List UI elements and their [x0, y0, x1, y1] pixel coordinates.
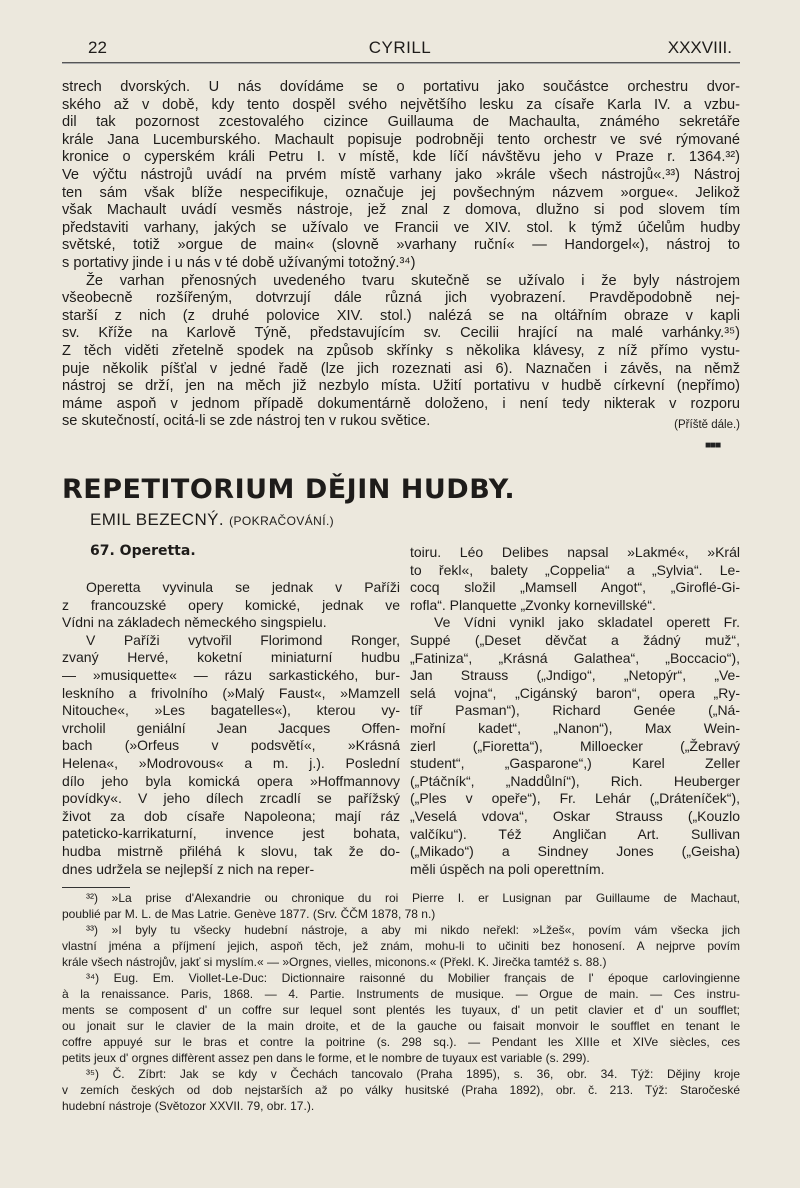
- text-line: toiru. Léo Delibes napsal »Lakmé«, »Král: [410, 544, 740, 560]
- paragraph: [62, 890, 740, 922]
- text-line: ského až v době, kdy tento dospěl svého největšího lesku za císaře Karla IV. a vzbu-: [62, 96, 740, 113]
- right-column: [410, 544, 740, 878]
- text-line: ³⁵) Č. Zíbrt: Jak se kdy v Čechách tancovalo (Praha 1895), s. 36, obr. 34. Týž: Dějiny kroje: [86, 1067, 740, 1081]
- paragraph: [62, 273, 740, 431]
- text-line: kronice o cyperském králi Petru I. v místě, kde líčí návštěvu jeho v Praze r. 1364.³²): [62, 149, 740, 166]
- text-line: Suppé („Deset děvčat a žádný muž“,: [410, 631, 740, 648]
- text-line: ou jonait sur le clavier de la main droite, et de la gauche ou faisait monvoir le soufflet en tenant le: [62, 1019, 740, 1033]
- footnotes: [62, 890, 740, 1114]
- text-line: ³⁴) Eug. Em. Viollet-Le-Duc: Dictionnaire raisonné du Mobilier français de l' époque carlovingienne: [86, 971, 740, 985]
- text-line: poublié par M. L. de Mas Latrie. Genève 1877. (Srv. ČČM 1878, 78 n.): [62, 907, 436, 921]
- text-line: ten sám však blíže nespecifikuje, označuje jej povšechným názvem »orgue«. Jelikož: [62, 184, 740, 201]
- text-line: máme aspoň v jednom případě dokumentárně doloženo, i není tedy nikterak v rozporu: [62, 395, 740, 412]
- text-line: ments se composent d' un coffre sur lequel sont plentés les tuyaux, d' un petit clavier et d' un soufflet;: [62, 1003, 740, 1017]
- section-title: REPETITORIUM DĚJIN HUDBY.: [62, 474, 516, 505]
- text-line: dil tak pozornost zcestovalého cizince Guillauma de Machaulta, známého sekretáře: [62, 114, 740, 131]
- text-line: „Veselá vdova“, Oskar Strauss („Kouzlo: [410, 807, 740, 824]
- text-line: sv. Kříže na Karlově Týně, představujícím sv. Cecilii hrající na malé varhánky.³⁵): [62, 325, 740, 342]
- text-line: ³³) »I byly tu všecky hudební nástroje, a aby mi nikdo neřekl: »Lžeš«, povím vám všecka jich: [86, 923, 740, 937]
- text-line: však Machault uvádí vesměs nástroje, jež znal z domova, dlužno si pod slovem tím: [62, 202, 740, 219]
- paragraph: [62, 970, 740, 1066]
- paragraph: [62, 579, 400, 632]
- text-line: student“, „Gasparone“,) Karel Zeller: [410, 755, 740, 772]
- text-line: starší z nich (z druhé polovice XIV. stol.) nalézá se na oltářním obraze v kapli: [62, 307, 740, 324]
- text-line: všeobecně rozšířeným, dotvrzují dále různá jich vyobrazení. Pravděpodobně nej-: [62, 290, 740, 307]
- text-line: zvaný Hervé, koketní miniaturní hudbu: [62, 649, 400, 666]
- text-line: představiti varhany, jakých se užívalo ve Francii ve XIV. stol. k týmž účelům hudby: [62, 219, 740, 236]
- paragraph: [410, 544, 740, 614]
- text-line: leskního a frivolního (»Malý Faust«, »Mamzell: [62, 684, 400, 701]
- text-line: („Ples v opeře“), Fr. Lehár („Dráteníček“),: [410, 790, 740, 807]
- journal-title: CYRILL: [368, 38, 432, 57]
- text-line: život za dob císaře Napoleona; mají ráz: [62, 807, 400, 824]
- author-note: (POKRAČOVÁNÍ.): [229, 514, 335, 528]
- left-column: [62, 579, 400, 878]
- article-body: [62, 79, 740, 431]
- text-line: se skutečností, ocitá-li se zde nástroj ten v rukou světice.: [62, 413, 431, 430]
- text-line: tíř Pasman“), Richard Genée („Ná-: [410, 702, 740, 719]
- paragraph: [62, 79, 740, 273]
- text-line: Z těch viděti zřetelně spodek na způsob skřínky s několika klávesy, z níž přímo vystu-: [62, 342, 740, 359]
- text-line: hudba mistrně přiléhá k slovu, tak že do-: [62, 842, 400, 859]
- section-author: [90, 510, 334, 530]
- text-line: („Mikado“) a Sindney Jones („Geisha): [410, 843, 740, 860]
- subheading: 67. Operetta.: [90, 543, 196, 559]
- text-line: Helena«, »Modrovous« a m. j.). Poslední: [62, 754, 400, 771]
- text-line: Ve Vídni vynikl jako skladatel operett Fr.: [434, 614, 740, 631]
- text-line: nástroj se drží, jen na měch již nezbylo místa. Užití portativu v hudbě církevní (nepřímo): [62, 378, 740, 395]
- text-line: („Ptáčník“, „Naddůlní“), Rich. Heuberger: [410, 772, 740, 789]
- text-line: Operetta vyvinula se jednak v Paříži: [86, 579, 400, 595]
- text-line: valčíku“). Též Angličan Art. Sullivan: [410, 825, 740, 842]
- text-line: krále Jana Lucemburského. Machault popisuje podrobněji tento orchestr ve své rýmované: [62, 131, 740, 148]
- text-line: pateticko-karrikaturní, invence jest bohata,: [62, 825, 400, 842]
- text-line: s portativy jinde i u nás v té době užívanými totožný.³⁴): [62, 254, 416, 271]
- text-line: Ve výčtu nástrojů uvádí na prvém místě varhany jako »krále všech nástrojů«.³³) Nástroj: [62, 166, 740, 183]
- text-line: V Paříži vytvořil Florimond Ronger,: [86, 631, 400, 648]
- text-line: strech dvorských. U nás dovídáme se o portativu jako součástce orchestru dvor-: [62, 79, 740, 95]
- footnote-separator: [62, 887, 130, 888]
- text-line: dílo jeho byla komická opera »Hoffmannovy: [62, 772, 400, 789]
- paragraph: [62, 1066, 740, 1114]
- text-line: mořní kadet“, „Nanon“), Max Wein-: [410, 719, 740, 736]
- continuation-note: (Příště dále.): [674, 418, 740, 431]
- text-line: vrcholil geniální Jean Jacques Offen-: [62, 719, 400, 736]
- paragraph: [62, 632, 400, 878]
- text-line: puje několik píšťal v jedné řadě (lze jich rozeznati asi 6). Naznačen i závěs, na němž: [62, 360, 740, 377]
- text-line: ³²) »La prise d'Alexandrie ou chronique du roi Pierre I. er Lusignan par Guillaume de Machaut,: [86, 891, 740, 905]
- text-line: selá vojna“, „Cigánský baron“, opera „Ry-: [410, 684, 740, 701]
- text-line: petits jeux d' orgnes diffèrent assez pen dans le forme, et le nombre de tuyaux est variable (s. 299).: [62, 1051, 590, 1065]
- section-ornament-icon: ■■■: [705, 440, 721, 451]
- text-line: hudební nástroje (Světozor XXVII. 79, obr. 17.).: [62, 1099, 315, 1113]
- text-line: povídky«. V jeho dílech zrcadlí se pařížský: [62, 790, 400, 807]
- text-line: Nitouche«, »Les bagatelles«), kterou vy-: [62, 702, 400, 719]
- text-line: rofla“. Planquette „Zvonky kornevillské“.: [410, 596, 656, 613]
- author-name: EMIL BEZECNÝ.: [90, 510, 224, 529]
- header-rule: [62, 62, 740, 64]
- text-line: bach (»Orfeus v podsvětí«, »Krásná: [62, 737, 400, 754]
- volume-number: XXXVIII.: [667, 38, 732, 57]
- text-line: Že varhan přenosných uvedeného tvaru skutečně se užívalo i že byly nástrojem: [86, 272, 740, 289]
- text-line: zierl („Fioretta“), Milloecker („Žebravý: [410, 737, 740, 754]
- text-line: vlastní jména a příjmení jejich, aspoň těch, jež znám, mohu-li to učiniti bez honosení. A nejprve povím: [62, 939, 740, 953]
- text-line: v zemích českých od dob nejstarších až po války husitské (Praha 1892), obr. č. 213. Týž: Staročeské: [62, 1083, 740, 1097]
- text-line: — »musiquette« — rázu sarkastického, bur-: [62, 666, 400, 683]
- text-line: „Fatiniza“, „Krásná Galathea“, „Boccacio“),: [410, 649, 740, 666]
- text-line: Vídni na základech německého singspielu.: [62, 614, 327, 631]
- text-line: à la renaissance. Paris, 1868. — 4. Partie. Instruments de musique. — Orgue de main. — Ces instru-: [62, 987, 740, 1001]
- text-line: z francouzské opery komické, jednak ve: [62, 596, 400, 613]
- text-line: to řekl«, balety „Coppelia“ a „Sylvia“. Le-: [410, 561, 740, 578]
- text-line: coffre appuyé sur le bras et contre la poitrine (s. 298 sq.). — Pendant les XIIIe et XIVe siècles, ces: [62, 1035, 740, 1049]
- page-number: 22: [88, 38, 107, 57]
- text-line: krále všech nástrojův, jakť si myslím.« — »Orgnes, vielles, miconons.« (Překl. K. Jirečka tamtéž s. 88.): [62, 955, 607, 969]
- paragraph: [410, 614, 740, 878]
- text-line: světské, totiž »orgue de main« (slovně »varhany ruční« — Handorgel«), nástroj to: [62, 237, 740, 254]
- text-line: dnes udržela se nejlepší z nich na reper-: [62, 860, 315, 877]
- text-line: Jan Strauss („Jndigo“, „Netopýr“, „Ve-: [410, 667, 740, 684]
- paragraph: [62, 922, 740, 970]
- text-line: měli úspěch na poli operettním.: [410, 860, 605, 877]
- text-line: cocq složil „Mamsell Angot“, „Giroflé-Gi-: [410, 579, 740, 596]
